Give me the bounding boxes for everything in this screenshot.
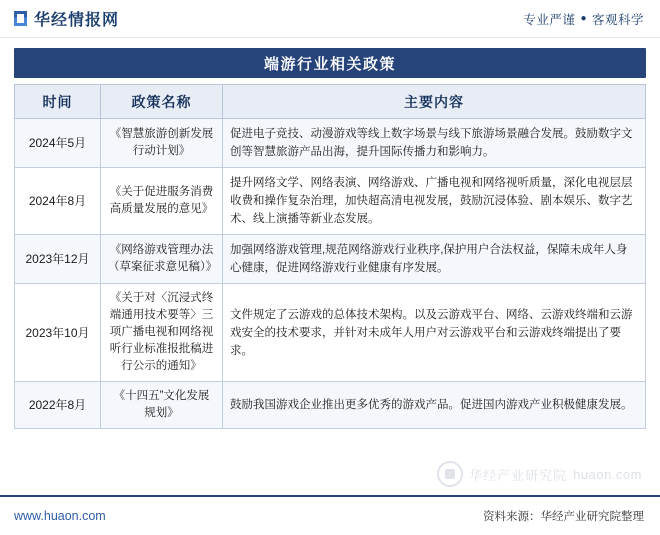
policy-table <box>14 84 646 429</box>
watermark-text: 华经产业研究院 <box>469 467 568 483</box>
cell-content: 鼓励我国游戏企业推出更多优秀的游戏产品。促进国内游戏产业积极健康发展。 <box>223 382 646 429</box>
cell-policy-name: 《网络游戏管理办法（草案征求意见稿）》 <box>101 235 223 284</box>
cell-content: 促进电子竞技、动漫游戏等线上数字场景与线下旅游场景融合发展。鼓励数字文创等智慧旅游产品出海，提升国际传播力和影响力。 <box>223 119 646 168</box>
policy-table-wrapper <box>14 84 646 429</box>
brand <box>14 7 119 30</box>
huaon-flag-icon <box>14 11 27 26</box>
huaon-watermark-icon <box>437 461 463 487</box>
table-header-row <box>15 85 646 119</box>
cell-time: 2024年8月 <box>15 168 101 235</box>
column-header-policy-name: 政策名称 <box>101 85 223 119</box>
cell-time: 2023年12月 <box>15 235 101 284</box>
table-row <box>15 284 646 382</box>
slogan-separator-icon: ● <box>580 13 587 24</box>
table-row <box>15 168 646 235</box>
column-header-time: 时间 <box>15 85 101 119</box>
cell-content: 文件规定了云游戏的总体技术架构。以及云游戏平台、网络、云游戏终端和云游戏安全的技术要求，并针对未成年人用户对云游戏平台和云游戏终端提出了要求。 <box>223 284 646 382</box>
footer-site-link[interactable]: www.huaon.com <box>14 509 106 523</box>
page-header <box>0 0 660 38</box>
title-band <box>14 48 646 78</box>
cell-content: 提升网络文学、网络表演、网络游戏、广播电视和网络视听质量，深化电视层层收费和操作复杂治理，加快超高清电视发展，鼓励沉浸体验、剧本娱乐、数字艺术、线上演播等新业态发展。 <box>223 168 646 235</box>
cell-policy-name: 《十四五”文化发展规划》 <box>101 382 223 429</box>
cell-time: 2024年5月 <box>15 119 101 168</box>
cell-policy-name: 《关于促进服务消费高质量发展的意见》 <box>101 168 223 235</box>
watermark <box>437 461 642 487</box>
page-footer <box>0 495 660 535</box>
cell-policy-name: 《智慧旅游创新发展行动计划》 <box>101 119 223 168</box>
watermark-domain: huaon.com <box>573 466 642 482</box>
cell-policy-name: 《关于对〈沉浸式终端通用技术要等〉三项广播电视和网络视听行业标准报批稿进行公示的通知》 <box>101 284 223 382</box>
cell-time: 2022年8月 <box>15 382 101 429</box>
page-title: 端游行业相关政策 <box>263 55 396 73</box>
slogan <box>523 10 644 28</box>
slogan-right: 客观科学 <box>591 12 644 27</box>
cell-content: 加强网络游戏管理,规范网络游戏行业秩序,保护用户合法权益，保障未成年人身心健康，促进网络游戏行业健康有序发展。 <box>223 235 646 284</box>
footer-source: 资料来源：华经产业研究院整理 <box>483 511 644 523</box>
cell-time: 2023年10月 <box>15 284 101 382</box>
column-header-content: 主要内容 <box>223 85 646 119</box>
table-row <box>15 235 646 284</box>
table-row <box>15 382 646 429</box>
table-row <box>15 119 646 168</box>
slogan-left: 专业严谨 <box>523 12 576 27</box>
brand-name: 华经情报网 <box>34 12 120 29</box>
